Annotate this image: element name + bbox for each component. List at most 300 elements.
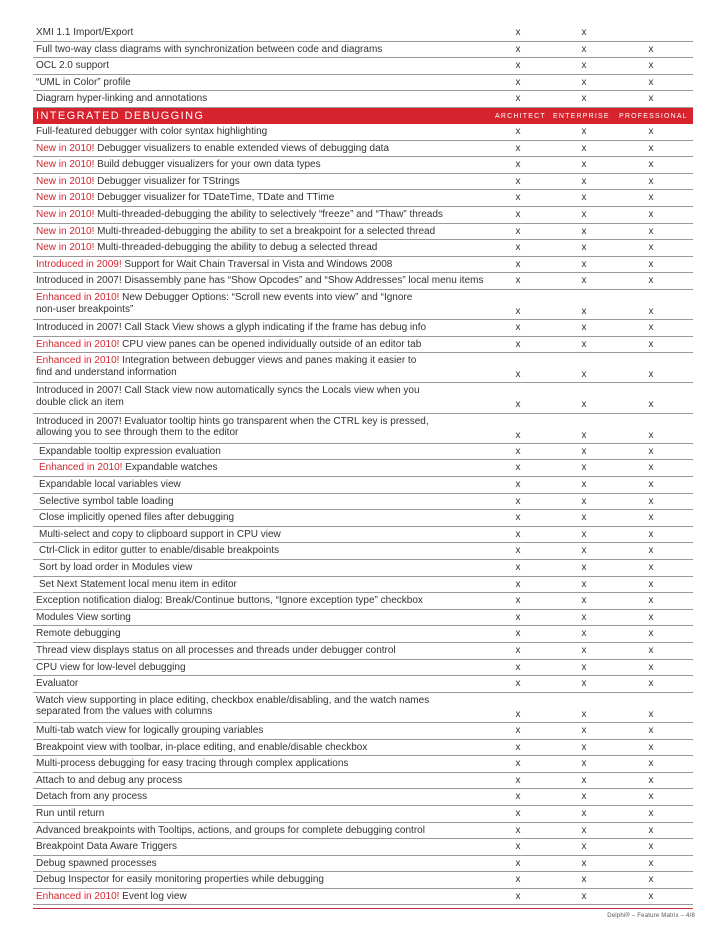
feature-text [36,891,506,903]
feature-description: Multi-threaded-debugging the ability to selectively “freeze” and “Thaw” threads [94,208,443,220]
professional-mark: x [648,724,654,736]
feature-description: Expandable tooltip expression evaluation [39,445,221,457]
architect-mark: x [515,774,521,786]
section-title: INTEGRATED DEBUGGING [36,109,205,122]
highlight-label: Enhanced in 2010! [36,338,120,350]
professional-mark: x [648,242,654,254]
enterprise-mark: x [581,562,587,573]
feature-description: Evaluator [36,678,79,690]
architect-mark: x [515,562,521,573]
feature-line [36,126,506,138]
feature-text [36,808,506,820]
enterprise-mark: x [581,857,587,869]
professional-mark: x [648,338,654,350]
professional-mark: x [648,741,654,753]
architect-mark: x [515,578,521,590]
feature-description: Close implicitly opened files after debugging [39,512,235,524]
enterprise-mark: x [581,159,587,171]
enterprise-mark: x [581,774,587,786]
professional-mark: x [648,890,654,902]
enterprise-mark: x [581,429,587,441]
table-row [33,337,693,354]
architect-mark: x [515,644,521,656]
feature-line [36,874,506,886]
feature-description: Introduced in 2007! Call Stack View shows a glyph indicating if the frame has debug info [36,322,427,334]
enterprise-mark: x [581,724,587,736]
feature-line [36,292,506,304]
professional-mark: x [648,708,654,720]
feature-line [36,891,506,903]
feature-line [36,791,506,803]
feature-text [36,775,506,787]
professional-mark: x [648,841,654,853]
architect-mark: x [515,841,521,853]
table-row [33,773,693,790]
architect-mark: x [515,275,521,287]
professional-mark: x [648,445,654,457]
debugging-feature-rows [33,124,693,906]
professional-mark: x [648,644,654,656]
feature-text [36,678,506,690]
feature-description: OCL 2.0 support [36,60,110,72]
table-row [33,610,693,627]
feature-text [36,758,506,770]
feature-description: Breakpoint view with toolbar, in-place editing, and enable/disable checkbox [36,741,368,753]
feature-text [36,825,506,837]
architect-mark: x [515,807,521,819]
feature-description: CPU view panes can be opened individually outside of an editor tab [119,338,422,350]
professional-mark: x [648,225,654,237]
feature-text [36,742,506,754]
enterprise-mark: x [581,27,587,38]
feature-line-continued: double click an item [36,397,124,409]
professional-mark: x [648,208,654,220]
feature-text [39,512,509,524]
page-footer: Delphi® – Feature Matrix – 4/8 [607,913,695,919]
enterprise-mark: x [581,545,587,557]
enterprise-mark: x [581,93,587,105]
architect-mark: x [515,495,521,507]
enterprise-mark: x [581,43,587,55]
feature-description: CPU view for low-level debugging [36,661,186,673]
architect-mark: x [515,758,521,770]
feature-line [39,479,509,491]
architect-mark: x [515,628,521,640]
architect-mark: x [515,142,521,154]
column-header-enterprise: ENTERPRISE [553,112,610,120]
enterprise-mark: x [581,874,587,886]
feature-description: Expandable watches [122,462,218,474]
feature-text [36,192,506,204]
professional-mark: x [648,758,654,770]
feature-line [39,545,509,557]
professional-mark: x [648,192,654,204]
feature-description: Attach to and debug any process [36,774,183,786]
feature-text [36,662,506,674]
professional-mark: x [648,824,654,836]
feature-description: Watch view supporting in place editing, checkbox enable/disabling, and the watch names [36,694,430,706]
feature-description: Full two-way class diagrams with synchronization between code and diagrams [36,43,383,55]
architect-mark: x [515,824,521,836]
architect-mark: x [515,678,521,690]
table-row [33,676,693,693]
enterprise-mark: x [581,142,587,154]
feature-description: Diagram hyper-linking and annotations [36,93,208,105]
feature-text [36,159,506,171]
professional-mark: x [648,528,654,540]
architect-mark: x [515,159,521,171]
feature-line [36,416,506,428]
feature-text [36,416,506,439]
feature-text [36,339,506,351]
architect-mark: x [515,708,521,720]
enterprise-mark: x [581,445,587,457]
feature-line [39,562,509,574]
architect-mark: x [515,338,521,350]
feature-line [36,645,506,657]
architect-mark: x [515,741,521,753]
feature-description: Set Next Statement local menu item in editor [39,578,237,590]
architect-mark: x [515,462,521,474]
feature-text [36,77,506,89]
enterprise-mark: x [581,512,587,524]
professional-mark: x [648,60,654,72]
feature-text [36,27,506,39]
feature-text [39,562,509,574]
feature-line [36,695,506,707]
professional-mark: x [648,93,654,105]
feature-description: Modules View sorting [36,611,131,623]
feature-text [36,725,506,737]
table-row [33,257,693,274]
feature-description: Thread view displays status on all processes and threads under debugger control [36,644,396,656]
architect-mark: x [515,399,521,411]
feature-line [36,595,506,607]
professional-mark: x [648,545,654,557]
highlight-label: Enhanced in 2010! [39,462,123,474]
table-row [33,460,693,477]
professional-mark: x [648,258,654,270]
table-row [33,414,693,444]
feature-line [39,512,509,524]
feature-text [36,126,506,138]
feature-description: Remote debugging [36,628,121,640]
enterprise-mark: x [581,208,587,220]
architect-mark: x [515,27,521,38]
feature-line [36,226,506,238]
feature-line-continued: allowing you to see through them to the editor [36,427,239,439]
feature-line [36,275,506,287]
feature-line [36,27,506,39]
table-row [33,740,693,757]
table-row [33,224,693,241]
feature-text [36,322,506,334]
professional-mark: x [648,611,654,623]
enterprise-mark: x [581,76,587,88]
enterprise-mark: x [581,661,587,673]
feature-description: Debugger visualizer for TStrings [94,175,240,187]
footer-divider [33,908,693,909]
feature-text [36,595,506,607]
architect-mark: x [515,76,521,88]
enterprise-mark: x [581,242,587,254]
architect-mark: x [515,429,521,441]
table-row [33,723,693,740]
professional-mark: x [648,322,654,334]
feature-line [36,44,506,56]
feature-line-continued: separated from the values with columns [36,706,213,718]
table-row [33,889,693,906]
professional-mark: x [648,661,654,673]
architect-mark: x [515,369,521,381]
feature-text [36,259,506,271]
professional-mark: x [648,125,654,137]
highlight-label: New in 2010! [36,208,95,220]
feature-line [39,579,509,591]
highlight-label: Enhanced in 2010! [36,355,120,367]
enterprise-mark: x [581,399,587,411]
architect-mark: x [515,208,521,220]
feature-description: Advanced breakpoints with Tooltips, actions, and groups for complete debugging control [36,824,425,836]
feature-line-continued: find and understand information [36,366,177,378]
feature-text [39,479,509,491]
enterprise-mark: x [581,338,587,350]
feature-description: Expandable local variables view [39,479,181,491]
feature-description: Debug spawned processes [36,857,157,869]
table-row [33,141,693,158]
enterprise-mark: x [581,890,587,902]
highlight-label: New in 2010! [36,225,95,237]
table-row [33,207,693,224]
table-row [33,660,693,677]
table-row [33,273,693,290]
feature-line [36,143,506,155]
table-row [33,190,693,207]
table-row [33,872,693,889]
table-row [33,75,693,92]
feature-description: Selective symbol table loading [39,495,174,507]
architect-mark: x [515,43,521,55]
highlight-label: New in 2010! [36,192,95,204]
feature-text [39,545,509,557]
highlight-label: Introduced in 2009! [36,258,122,270]
feature-text [36,695,506,718]
professional-mark: x [648,275,654,287]
feature-text [36,645,506,657]
feature-text [36,628,506,640]
feature-line [36,385,506,397]
enterprise-mark: x [581,644,587,656]
architect-mark: x [515,512,521,524]
feature-line [36,612,506,624]
feature-line [39,529,509,541]
professional-mark: x [648,774,654,786]
feature-description: Multi-threaded-debugging the ability to debug a selected thread [94,242,378,254]
feature-text [36,242,506,254]
feature-text [39,462,509,474]
table-row [33,58,693,75]
feature-description: XMI 1.1 Import/Export [36,27,134,38]
feature-text [39,529,509,541]
table-row [33,124,693,141]
enterprise-mark: x [581,192,587,204]
professional-mark: x [648,76,654,88]
feature-line-continued: non-user breakpoints” [36,303,134,315]
uml-feature-rows [33,25,693,108]
professional-mark: x [648,874,654,886]
feature-line [39,496,509,508]
table-row [33,91,693,108]
architect-mark: x [515,445,521,457]
professional-mark: x [648,429,654,441]
feature-text [36,841,506,853]
enterprise-mark: x [581,462,587,474]
enterprise-mark: x [581,322,587,334]
professional-mark: x [648,595,654,607]
feature-line [36,725,506,737]
enterprise-mark: x [581,824,587,836]
feature-description: Integration between debugger views and panes making it easier to [119,355,417,367]
enterprise-mark: x [581,628,587,640]
table-row [33,157,693,174]
enterprise-mark: x [581,125,587,137]
feature-text [36,226,506,238]
architect-mark: x [515,175,521,187]
section-header-integrated-debugging [33,108,693,124]
architect-mark: x [515,258,521,270]
feature-description: Detach from any process [36,791,148,803]
column-header-architect: ARCHITECT [495,112,546,120]
feature-line [36,758,506,770]
professional-mark: x [648,857,654,869]
enterprise-mark: x [581,479,587,491]
professional-mark: x [648,175,654,187]
enterprise-mark: x [581,791,587,803]
feature-description: Introduced in 2007! Evaluator tooltip hints go transparent when the CTRL key is pressed, [36,415,429,427]
column-header-professional: PROFESSIONAL [619,112,688,120]
architect-mark: x [515,890,521,902]
feature-line [36,355,506,367]
feature-line [36,742,506,754]
feature-description: Debugger visualizers to enable extended views of debugging data [94,142,390,154]
table-row [33,320,693,337]
highlight-label: Enhanced in 2010! [36,890,120,902]
feature-description: Event log view [119,890,187,902]
professional-mark: x [648,512,654,524]
enterprise-mark: x [581,258,587,270]
feature-line [39,446,509,458]
feature-text [36,791,506,803]
enterprise-mark: x [581,495,587,507]
professional-mark: x [648,678,654,690]
table-row [33,383,693,413]
feature-description: Multi-select and copy to clipboard support in CPU view [39,528,281,540]
professional-mark: x [648,399,654,411]
feature-text [36,209,506,221]
enterprise-mark: x [581,758,587,770]
architect-mark: x [515,242,521,254]
architect-mark: x [515,528,521,540]
professional-mark: x [648,159,654,171]
enterprise-mark: x [581,841,587,853]
highlight-label: Enhanced in 2010! [36,291,120,303]
table-row [33,353,693,383]
feature-description: Multi-process debugging for easy tracing through complex applications [36,758,349,770]
feature-description: Full-featured debugger with color syntax highlighting [36,125,268,137]
enterprise-mark: x [581,225,587,237]
enterprise-mark: x [581,595,587,607]
feature-line [36,339,506,351]
professional-mark: x [648,578,654,590]
professional-mark: x [648,495,654,507]
feature-line [36,77,506,89]
enterprise-mark: x [581,305,587,317]
enterprise-mark: x [581,528,587,540]
feature-text [36,355,506,378]
feature-description: Introduced in 2007! Call Stack view now automatically syncs the Locals view when you [36,385,420,397]
table-row [33,510,693,527]
table-row [33,25,693,42]
table-row [33,290,693,320]
table-row [33,643,693,660]
enterprise-mark: x [581,578,587,590]
feature-line [36,825,506,837]
highlight-label: New in 2010! [36,175,95,187]
architect-mark: x [515,724,521,736]
feature-description: Build debugger visualizers for your own data types [94,159,321,171]
table-row [33,626,693,643]
architect-mark: x [515,192,521,204]
highlight-label: New in 2010! [36,159,95,171]
feature-line [36,628,506,640]
highlight-label: New in 2010! [36,142,95,154]
enterprise-mark: x [581,275,587,287]
feature-line [36,662,506,674]
feature-description: Run until return [36,807,105,819]
feature-line [36,242,506,254]
feature-description: Multi-threaded-debugging the ability to set a breakpoint for a selected thread [94,225,436,237]
feature-text [36,612,506,624]
feature-line [36,678,506,690]
feature-description: Debugger visualizer for TDateTime, TDate and TTime [94,192,335,204]
professional-mark: x [648,479,654,491]
table-row [33,823,693,840]
table-row [33,756,693,773]
enterprise-mark: x [581,741,587,753]
feature-text [36,44,506,56]
feature-description: “UML in Color” profile [36,76,131,88]
architect-mark: x [515,545,521,557]
feature-description: Exception notification dialog: Break/Continue buttons, “Ignore exception type” checkbox [36,595,423,607]
architect-mark: x [515,874,521,886]
table-row [33,593,693,610]
feature-line [36,322,506,334]
feature-line [36,60,506,72]
architect-mark: x [515,611,521,623]
feature-line [36,841,506,853]
highlight-label: New in 2010! [36,242,95,254]
feature-text [36,275,506,287]
table-row [33,543,693,560]
feature-line [36,192,506,204]
architect-mark: x [515,595,521,607]
feature-description: Support for Wait Chain Traversal in Vista and Windows 2008 [121,258,393,270]
feature-line [36,808,506,820]
feature-description: Multi-tab watch view for logically grouping variables [36,724,264,736]
table-row [33,527,693,544]
professional-mark: x [648,462,654,474]
feature-matrix [33,25,693,905]
